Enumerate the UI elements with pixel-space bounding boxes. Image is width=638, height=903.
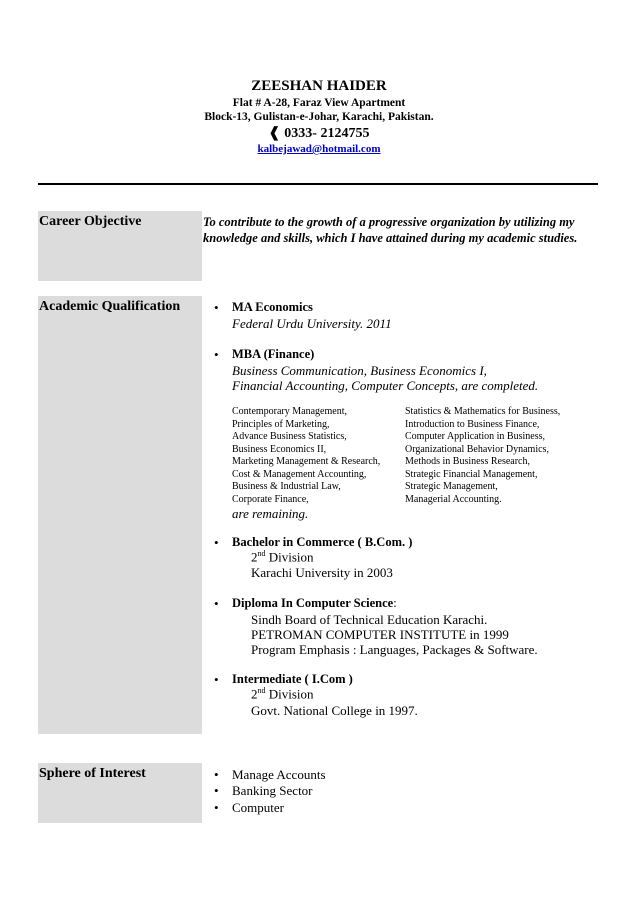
diploma-title-row bbox=[232, 596, 397, 611]
courses-left bbox=[232, 406, 380, 506]
course-item: Business Economics II, bbox=[232, 443, 327, 455]
bcom-division bbox=[251, 549, 314, 565]
career-objective-label-cell bbox=[38, 211, 202, 281]
bcom-title: Bachelor in Commerce ( B.Com. ) bbox=[232, 535, 413, 549]
diploma-title: Diploma In Computer Science bbox=[232, 596, 394, 610]
intermediate-division bbox=[251, 686, 314, 702]
bullet: • bbox=[214, 535, 219, 550]
courses-right bbox=[405, 406, 560, 506]
course-item: Strategic Financial Management, bbox=[405, 468, 538, 480]
address-line-1: Flat # A-28, Faraz View Apartment bbox=[232, 97, 406, 109]
division-text: Division bbox=[265, 686, 314, 702]
email-row bbox=[0, 143, 638, 155]
phone-row bbox=[0, 125, 638, 142]
course-item: Marketing Management & Research, bbox=[232, 456, 381, 467]
diploma-line-1: Sindh Board of Technical Education Karachi. bbox=[251, 612, 488, 627]
bullet: • bbox=[214, 783, 219, 798]
header-divider bbox=[38, 183, 598, 185]
diploma-line-2: PETROMAN COMPUTER INSTITUTE in 1999 bbox=[251, 627, 509, 642]
mba-title: MBA (Finance) bbox=[232, 347, 315, 361]
intermediate-institution: Govt. National College in 1997. bbox=[251, 703, 418, 718]
phone-icon: ❰ bbox=[268, 126, 281, 141]
course-item: Corporate Finance, bbox=[232, 493, 309, 505]
phone-number: 0333- 2124755 bbox=[284, 126, 370, 141]
interest-label: Sphere of Interest bbox=[39, 766, 146, 781]
course-item: Cost & Management Accounting, bbox=[232, 468, 367, 480]
bullet: • bbox=[214, 672, 219, 687]
career-objective-text: To contribute to the growth of a progressive organization by utilizing my knowledge and skills, which I have attained during my academic studies. bbox=[203, 215, 578, 245]
course-item: Contemporary Management, bbox=[232, 406, 347, 417]
intermediate-title: Intermediate ( I.Com ) bbox=[232, 672, 353, 686]
course-item: Principles of Marketing, bbox=[232, 418, 330, 430]
career-objective-label: Career Objective bbox=[39, 214, 142, 229]
division-text: Division bbox=[265, 549, 314, 565]
bullet: • bbox=[214, 300, 219, 315]
interest-label-cell bbox=[38, 763, 202, 823]
interest-item: Banking Sector bbox=[232, 783, 313, 798]
email-link[interactable]: kalbejawad@hotmail.com bbox=[257, 143, 381, 155]
bullet: • bbox=[214, 596, 219, 611]
course-item: Business & Industrial Law, bbox=[232, 481, 341, 492]
course-item: Methods in Business Research, bbox=[405, 456, 530, 467]
division-number: 2 bbox=[251, 549, 258, 565]
course-item: Organizational Behavior Dynamics, bbox=[405, 443, 549, 455]
academic-label-cell bbox=[38, 296, 202, 734]
address-line-2: Block-13, Gulistan-e-Johar, Karachi, Pakistan. bbox=[204, 111, 434, 123]
division-number: 2 bbox=[251, 686, 258, 702]
candidate-name: ZEESHAN HAIDER bbox=[251, 78, 387, 94]
course-item: Computer Application in Business, bbox=[405, 431, 545, 442]
mba-completed-line-2: Financial Accounting, Computer Concepts, are completed. bbox=[232, 378, 539, 393]
course-item: Introduction to Business Finance, bbox=[405, 418, 540, 430]
course-item: Advance Business Statistics, bbox=[232, 431, 347, 442]
division-suffix: nd bbox=[257, 686, 266, 695]
bullet: • bbox=[214, 767, 219, 782]
ma-institution: Federal Urdu University. 2011 bbox=[232, 316, 392, 331]
interest-item: Manage Accounts bbox=[232, 767, 326, 782]
diploma-line-3: Program Emphasis : Languages, Packages & Software. bbox=[251, 642, 538, 657]
bullet: • bbox=[214, 800, 219, 815]
course-item: Managerial Accounting. bbox=[405, 493, 502, 505]
mba-completed-line-1: Business Communication, Business Economics I, bbox=[232, 363, 487, 378]
course-item: Strategic Management, bbox=[405, 481, 498, 492]
ma-title: MA Economics bbox=[232, 300, 313, 314]
interest-item: Computer bbox=[232, 800, 284, 815]
bullet: • bbox=[214, 347, 219, 362]
academic-label: Academic Qualification bbox=[39, 299, 181, 314]
course-item: Statistics & Mathematics for Business, bbox=[405, 406, 561, 417]
bcom-institution: Karachi University in 2003 bbox=[251, 565, 393, 580]
division-suffix: nd bbox=[257, 549, 266, 558]
diploma-colon: : bbox=[393, 596, 397, 610]
mba-remaining: are remaining. bbox=[232, 506, 309, 521]
